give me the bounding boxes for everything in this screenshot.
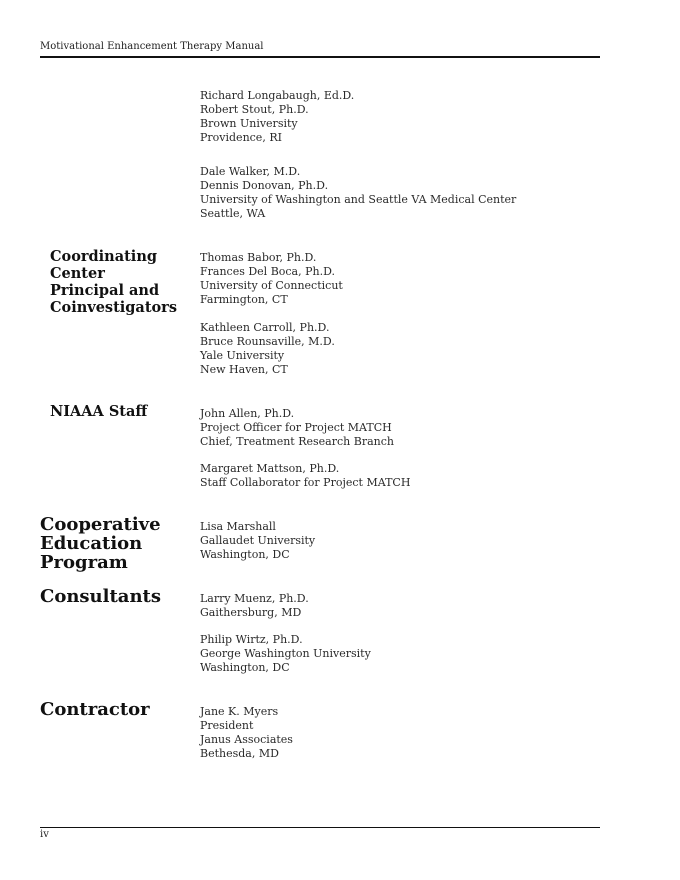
contact-line: Washington, DC xyxy=(200,661,290,674)
contact-block xyxy=(200,462,410,490)
contact-line: Frances Del Boca, Ph.D. xyxy=(200,265,336,278)
contact-line: President xyxy=(200,719,254,732)
contact-block xyxy=(200,251,343,307)
contact-line: Margaret Mattson, Ph.D. xyxy=(200,462,340,475)
contact-block xyxy=(200,520,315,562)
contact-line: Chief, Treatment Research Branch xyxy=(200,435,394,448)
contact-line: Gaithersburg, MD xyxy=(200,606,302,619)
section-heading-niaaa-staff xyxy=(50,403,190,420)
contact-line: Janus Associates xyxy=(200,733,293,746)
contact-line: Brown University xyxy=(200,117,298,130)
contact-block xyxy=(200,633,371,675)
contact-block xyxy=(200,407,394,449)
contact-line: Providence, RI xyxy=(200,131,282,144)
contact-line: Lisa Marshall xyxy=(200,520,276,533)
contact-line: Dale Walker, M.D. xyxy=(200,165,301,178)
contact-line: Larry Muenz, Ph.D. xyxy=(200,592,309,605)
section-heading-coordinating-center xyxy=(50,248,190,316)
section-heading-contractor xyxy=(40,700,190,719)
section-heading-consultants xyxy=(40,587,190,606)
running-header: Motivational Enhancement Therapy Manual xyxy=(40,41,264,52)
contact-line: Farmington, CT xyxy=(200,293,288,306)
heading-line: Cooperative xyxy=(40,514,161,535)
contact-line: Bethesda, MD xyxy=(200,747,279,760)
contact-line: Kathleen Carroll, Ph.D. xyxy=(200,321,330,334)
heading-line: Program xyxy=(40,552,128,573)
contact-block xyxy=(200,321,335,377)
contact-line: Washington, DC xyxy=(200,548,290,561)
contact-line: Staff Collaborator for Project MATCH xyxy=(200,476,411,489)
contact-block xyxy=(200,705,293,761)
contact-line: Seattle, WA xyxy=(200,207,266,220)
contact-line: Bruce Rounsaville, M.D. xyxy=(200,335,335,348)
contact-line: Yale University xyxy=(200,349,285,362)
heading-line: NIAAA Staff xyxy=(50,403,148,420)
heading-line: Center xyxy=(50,265,105,282)
contact-line: Jane K. Myers xyxy=(200,705,279,718)
contact-line: Thomas Babor, Ph.D. xyxy=(200,251,317,264)
contact-block xyxy=(200,165,516,221)
heading-line: Education xyxy=(40,533,143,554)
header-rule xyxy=(40,56,600,58)
heading-line: Coinvestigators xyxy=(50,299,177,316)
contact-line: University of Washington and Seattle VA Medical Center xyxy=(200,193,517,206)
contact-block xyxy=(200,592,309,620)
contact-line: Robert Stout, Ph.D. xyxy=(200,103,309,116)
heading-line: Contractor xyxy=(40,699,150,720)
contact-line: Gallaudet University xyxy=(200,534,316,547)
contact-line: Philip Wirtz, Ph.D. xyxy=(200,633,303,646)
heading-line: Principal and xyxy=(50,282,160,299)
contact-line: John Allen, Ph.D. xyxy=(200,407,295,420)
page-number: iv xyxy=(40,829,49,840)
contact-line: University of Connecticut xyxy=(200,279,343,292)
contact-line: Project Officer for Project MATCH xyxy=(200,421,392,434)
footer-rule xyxy=(40,827,600,828)
heading-line: Consultants xyxy=(40,586,161,607)
contact-block xyxy=(200,89,354,145)
contact-line: New Haven, CT xyxy=(200,363,288,376)
contact-line: George Washington University xyxy=(200,647,371,660)
heading-line: Coordinating xyxy=(50,248,157,265)
contact-line: Dennis Donovan, Ph.D. xyxy=(200,179,329,192)
contact-line: Richard Longabaugh, Ed.D. xyxy=(200,89,355,102)
section-heading-cooperative-education-program xyxy=(40,515,190,572)
